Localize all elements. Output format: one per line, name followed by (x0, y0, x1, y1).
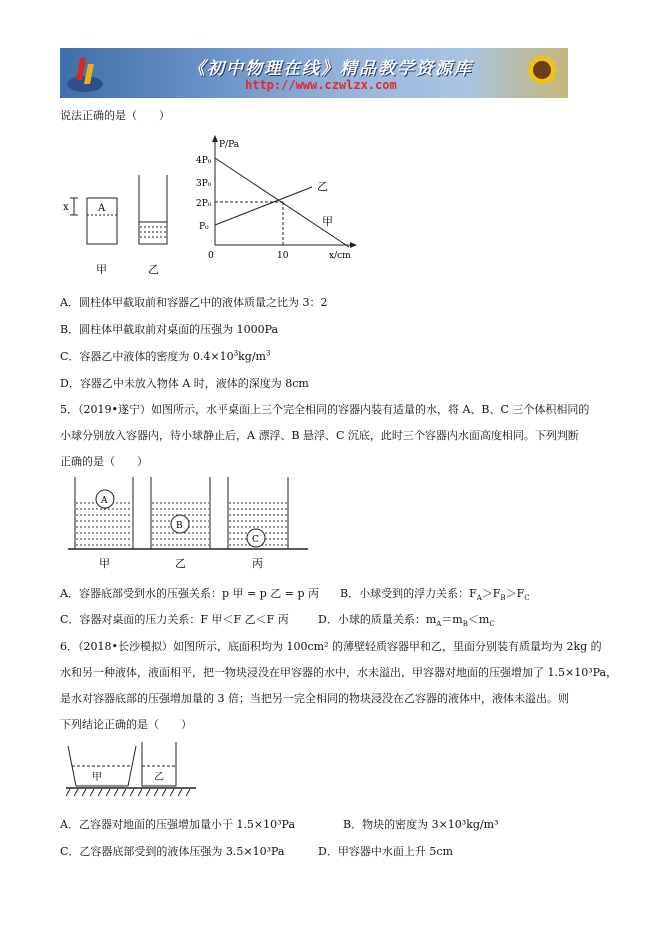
sunflower-image (508, 48, 568, 98)
q6-option-c: C．乙容器底部受到的液体压强为 3.5×10³Pa (60, 845, 285, 858)
q5-option-b: B．小球受到的浮力关系：$F_A>F_B>F_C$ (340, 587, 530, 603)
banner-url[interactable]: http://www.czwlzx.com (245, 78, 397, 92)
x-axis-title: x/cm (329, 251, 351, 261)
container-yi (151, 477, 210, 549)
line-yi (215, 187, 312, 225)
q4-apparatus-figure (60, 170, 190, 280)
y-tick-3p0: 3P₀ (196, 179, 212, 189)
q5-option-a: A．容器底部受到水的压强关系：p 甲 = p 乙 = p 丙 (60, 587, 319, 600)
origin-label: 0 (208, 251, 214, 261)
label-jia: 甲 (96, 263, 107, 276)
q6-option-d: D．甲容器中水面上升 5cm (318, 845, 453, 858)
q5-line-1: 5．（2019•遂宁）如图所示，水平桌面上三个完全相同的容器内装有适量的水，将 A、B、C 三个体积相同的 (60, 403, 590, 416)
q4-option-b: B．圆柱体甲截取前对桌面的压强为 1000Pa (60, 323, 279, 336)
label-yi: 乙 (175, 557, 186, 570)
q4-stem: 说法正确的是（ ） (60, 109, 170, 122)
cylinder-x-label: x (63, 202, 69, 213)
y-tick-4p0: 4P₀ (196, 156, 212, 166)
container-yi (139, 175, 167, 244)
ball-c-label: C (252, 535, 259, 545)
cylinder-a-label: A (98, 203, 106, 214)
banner-title: 《初中物理在线》精品教学资源库 (188, 59, 473, 79)
q6-line-2: 水和另一种液体，液面相平，把一物块浸没在甲容器的水中，水未溢出，甲容器对地面的压强增加了 1.5×10³Pa， (60, 666, 618, 679)
q5-option-c: C．容器对桌面的压力关系：F 甲＜F 乙＜F 丙 (60, 613, 289, 626)
q6-option-b: B．物块的密度为 3×10³kg/m³ (343, 818, 499, 831)
label-yi: 乙 (148, 263, 159, 276)
q5-line-2: 小球分别放入容器内，待小球静止后，A 漂浮、B 悬浮、C 沉底，此时三个容器内水面高度相同。下列判断 (60, 429, 579, 442)
q6-containers-figure (62, 738, 202, 800)
q4-option-a: A．圆柱体甲截取前和容器乙中的液体质量之比为 3：2 (60, 296, 328, 309)
q4-option-d: D．容器乙中未放入物体 A 时，液体的深度为 8cm (60, 377, 309, 390)
q6-option-a: A．乙容器对地面的压强增加量小于 1.5×10³Pa (60, 818, 296, 831)
ball-a-label: A (101, 496, 108, 506)
x-tick-10: 10 (277, 251, 289, 261)
q6-line-1: 6．（2018•长沙模拟）如图所示，底面积均为 100cm² 的薄壁轻质容器甲和乙，里面分别装有质量均为 2kg 的 (60, 640, 602, 653)
label-jia: 甲 (99, 557, 110, 570)
line-label-jia: 甲 (322, 215, 333, 228)
header-banner (60, 48, 568, 98)
line-label-yi: 乙 (317, 180, 328, 193)
y-tick-p0: P₀ (199, 222, 209, 232)
container-jia (75, 477, 133, 549)
y-tick-2p0: 2P₀ (196, 199, 212, 209)
q5-line-3: 正确的是（ ） (60, 455, 148, 468)
site-logo (62, 50, 108, 96)
q5-option-d: D．小球的质量关系：$m_A=m_B<m_C$ (318, 613, 495, 629)
q6-line-4: 下列结论正确的是（ ） (60, 718, 192, 731)
container-liquid (140, 222, 166, 237)
label-bing: 丙 (252, 557, 263, 570)
q4-option-c: C．容器乙中液体的密度为 $0.4\times 10^3kg/m^3$ (60, 349, 271, 363)
ball-b-label: B (176, 521, 183, 531)
ground-hatching (66, 789, 190, 796)
q4-pressure-graph (192, 130, 362, 270)
label-jia: 甲 (92, 772, 102, 783)
q5-containers-figure (68, 473, 318, 573)
q6-line-3: 是水对容器底部的压强增加量的 3 倍；当把另一完全相同的物块浸没在乙容器的液体中，液体未溢出。则 (60, 692, 569, 705)
y-axis-title: P/Pa (219, 140, 240, 150)
label-yi: 乙 (154, 772, 164, 783)
